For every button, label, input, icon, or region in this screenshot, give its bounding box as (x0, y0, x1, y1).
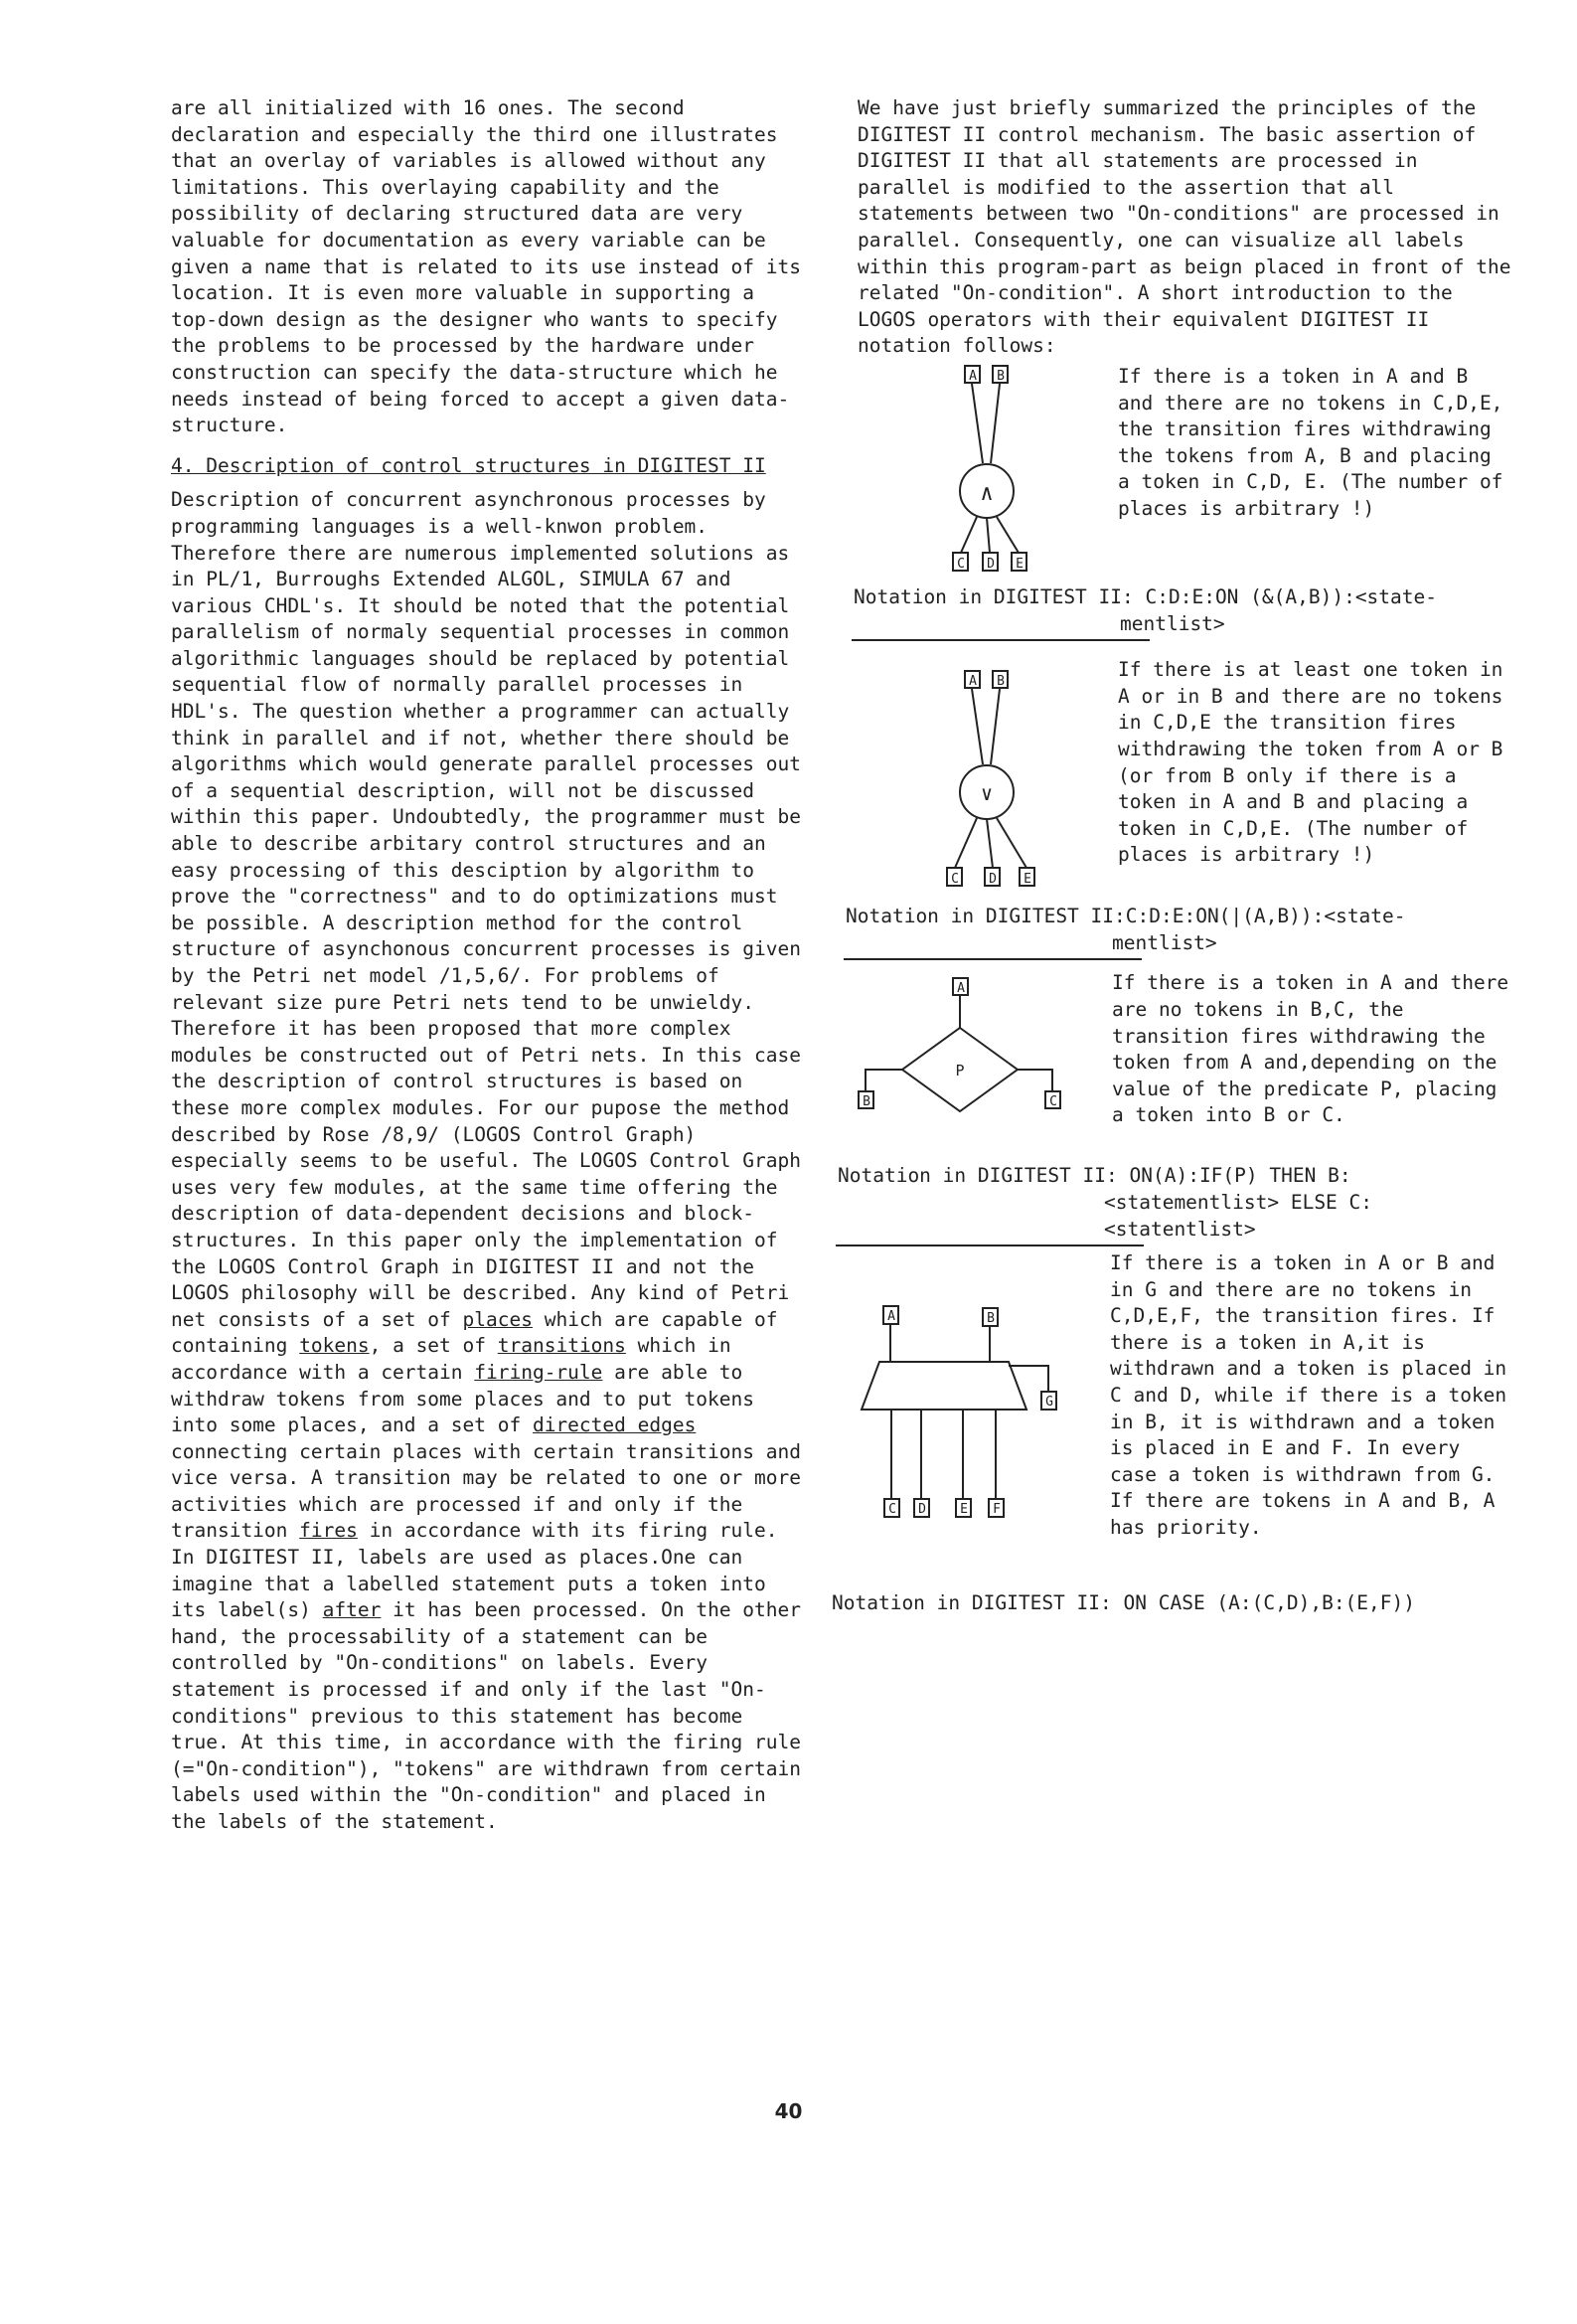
case-operator-diagram (832, 1250, 1070, 1569)
transition-symbol: ∧ (980, 480, 994, 506)
and-operator-block (858, 364, 1513, 577)
predicate-symbol: P (955, 1062, 965, 1080)
place-label: A (887, 1309, 895, 1325)
paragraph-control-structures: Description of concurrent asynchronous processes by programming languages is a well-knwon problem. Therefore there are numerous implemented solutions as in PL/1, Burroughs Extended ALGOL, SIMULA 67 and various CHDL's. It should be noted that the potential parallelism of normaly sequential processes in common algorithmic languages should be replaced by potential sequential flow of normally parallel processes in HDL's. The question whether a programmer can actually think in parallel and if not, whether there should be algorithms which would generate parallel processes out of a sequential description, will not be discussed within this paper. Undoubtedly, the programmer must be able to describe arbitary control structures and an easy processing of this desciption by algorithm to prove the "correctness" and to do optimizations must be possible. A description method for the control structure of asynchonous concurrent processes is given by the Petri net model /1,5,6/. For problems of relevant size pure Petri nets tend to be unwieldy. Therefore it has been proposed that more complex modules be constructed out of Petri nets. In this case the description of control structures is based on these more complex modules. For our pupose the method described by Rose /8,9/ (LOGOS Control Graph) especially seems to be useful. The LOGOS Control Graph uses very few modules, at the same time offering the description of data-dependent decisions and block-structures. In this paper only the implementation of the LOGOS Control Graph in DIGITEST II and not the LOGOS philosophy will be described. Any kind of Petri net consists of a set of places which are capable of containing tokens, a set of transitions which in accordance with a certain firing-rule are able to withdraw tokens from some places and to put tokens into some places, and a set of directed edges connecting certain places with certain transitions and vice versa. A transition may be related to one or more activities which are processed if and only if the transition fires in accordance with its firing rule. (171, 488, 801, 1543)
term-transitions: transitions (497, 1334, 626, 1358)
place-label: B (987, 1311, 995, 1327)
place-label: D (918, 1502, 926, 1518)
place-label: G (1045, 1395, 1053, 1411)
section-heading: 4. Description of control structures in DIGITEST II (171, 453, 766, 477)
and-operator-notation: Notation in DIGITEST II: C:D:E:ON (&(A,B)):<state- mentlist> (854, 584, 1437, 635)
place-label: B (997, 368, 1005, 384)
paragraph-labels-as-places: In DIGITEST II, labels are used as places.One can imagine that a labelled statement puts a token into its label(s) after it has been processed. On the other hand, the processability of a statement can be controlled by "On-conditions" on labels. Every statement is processed if and only if the last "On-conditions" previous to this statement has become true. At this time, in accordance with the firing rule (="On-condition"), "tokens" are withdrawn from certain labels used within the "On-condition" and placed in the labels of the statement. (171, 1546, 801, 1833)
transition-symbol: ∨ (980, 781, 994, 806)
right-column (832, 95, 1513, 1617)
term-places: places (462, 1307, 533, 1331)
term-directed-edges: directed edges (532, 1413, 697, 1437)
and-operator-description: If there is a token in A and B and there are no tokens in C,D,E, the transition fires withdrawing the tokens from A, B and placing a token in C,D, E. (The number of places is arbitrary !) (1118, 364, 1503, 520)
place-label: B (997, 674, 1005, 690)
or-operator-block (858, 657, 1513, 896)
divider (852, 639, 1150, 641)
place-label: D (987, 556, 995, 572)
term-after: after (322, 1598, 382, 1622)
place-label: D (989, 872, 997, 888)
or-operator-diagram (858, 657, 1096, 896)
predicate-operator-notation: Notation in DIGITEST II: ON(A):IF(P) THEN B: <statementlist> ELSE C: <statentlist> (838, 1164, 1373, 1241)
place-label: B (863, 1094, 870, 1110)
case-operator-block (858, 1250, 1513, 1569)
place-label: C (1049, 1094, 1057, 1110)
place-label: E (1024, 872, 1031, 888)
place-label: C (957, 556, 965, 572)
term-fires: fires (299, 1519, 358, 1543)
left-column (171, 95, 807, 1836)
place-label: A (957, 981, 965, 997)
term-tokens: tokens (299, 1334, 370, 1358)
place-label: C (951, 872, 959, 888)
divider (844, 958, 1142, 960)
place-label: E (960, 1502, 968, 1518)
predicate-operator-block (858, 970, 1513, 1139)
or-operator-description: If there is at least one token in A or in B and there are no tokens in C,D,E the transition fires withdrawing the token from A or B (or from B only if there is a token in A and B and placing a token in C,D,E. (The number of places is arbitrary !) (1118, 658, 1503, 867)
place-label: E (1016, 556, 1024, 572)
predicate-operator-description: If there is a token in A and there are no tokens in B,C, the transition fires withdrawing the token from A and,depending on the value of the predicate P, placing a token into B or C. (1112, 971, 1509, 1127)
divider (836, 1245, 1144, 1246)
place-label: A (969, 368, 977, 384)
paragraph-intro: We have just briefly summarized the principles of the DIGITEST II control mechanism. The basic assertion of DIGITEST II that all statements are processed in parallel is modified to the assertion that all statements between two "On-conditions" are processed in parallel. Consequently, one can visualize all labels within this program-part as beign placed in front of the related "On-condition". A short introduction to the LOGOS operators with their equivalent DIGITEST II notation follows: (858, 96, 1511, 358)
case-operator-description: If there is a token in A or B and in G and there are no tokens in C,D,E,F, the transition fires. If there is a token in A,it is withdrawn and a token is placed in C and D, while if there is a token in B, it is withdrawn and a token is placed in E and F. In every case a token is withdrawn from G. If there are tokens in A and B, A has priority. (1110, 1251, 1507, 1540)
and-operator-diagram (858, 364, 1096, 577)
place-label: F (993, 1502, 1001, 1518)
case-operator-notation: Notation in DIGITEST II: ON CASE (A:(C,D),B:(E,F)) (832, 1591, 1415, 1615)
or-operator-notation: Notation in DIGITEST II:C:D:E:ON(|(A,B)):<state- mentlist> (846, 905, 1406, 954)
paragraph-data-structures: are all initialized with 16 ones. The second declaration and especially the third one illustrates that an overlay of variables is allowed without any limitations. This overlaying capability and the possibility of declaring structured data are very valuable for documentation as every variable can be given a name that is related to its use instead of its location. It is even more valuable in supporting a top-down design as the designer who wants to specify the problems to be processed by the hardware under construction can specify the data-structure which he needs instead of being forced to accept a given data-structure. (171, 96, 801, 437)
predicate-operator-diagram (834, 970, 1072, 1139)
term-firing-rule: firing-rule (474, 1360, 603, 1384)
place-label: A (969, 674, 977, 690)
page-number: 40 (774, 2099, 803, 2123)
place-label: C (888, 1502, 896, 1518)
